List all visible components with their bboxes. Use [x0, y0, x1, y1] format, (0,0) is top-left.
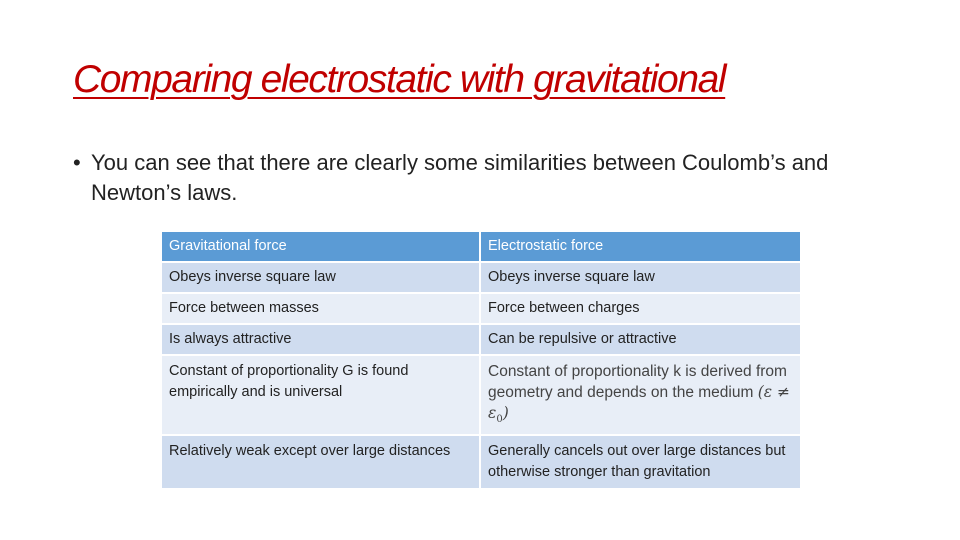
bullet-item — [73, 148, 833, 208]
bullet-icon: • — [73, 150, 81, 175]
slide-title: Comparing electrostatic with gravitational — [73, 58, 726, 101]
header-gravitational: Gravitational force — [161, 231, 480, 262]
table-row — [161, 293, 801, 324]
table-cell: Generally cancels out over large distances but otherwise stronger than gravitation — [480, 435, 801, 489]
header-electrostatic: Electrostatic force — [480, 231, 801, 262]
table-row — [161, 262, 801, 293]
table-cell: Obeys inverse square law — [480, 262, 801, 293]
table-cell: Force between charges — [480, 293, 801, 324]
table-row — [161, 355, 801, 435]
table-cell: Relatively weak except over large distances — [161, 435, 480, 489]
medium-condition: $(\varepsilon \ne \varepsilon_0)$ — [488, 383, 791, 426]
bullet-list — [73, 148, 833, 208]
medium-text: Constant of proportionality k is derived from geometry and depends on the medium — [488, 363, 787, 401]
table-cell: Constant of proportionality G is found empirically and is universal — [161, 355, 480, 435]
table-cell: Obeys inverse square law — [161, 262, 480, 293]
table-header-row — [161, 231, 801, 262]
comparison-table — [160, 230, 802, 490]
table-cell-medium — [480, 355, 801, 435]
table-row — [161, 324, 801, 355]
table-row — [161, 435, 801, 489]
bullet-text: You can see that there are clearly some similarities between Coulomb’s and Newton’s laws. — [91, 150, 829, 205]
table-cell: Force between masses — [161, 293, 480, 324]
table-cell: Is always attractive — [161, 324, 480, 355]
table-cell: Can be repulsive or attractive — [480, 324, 801, 355]
